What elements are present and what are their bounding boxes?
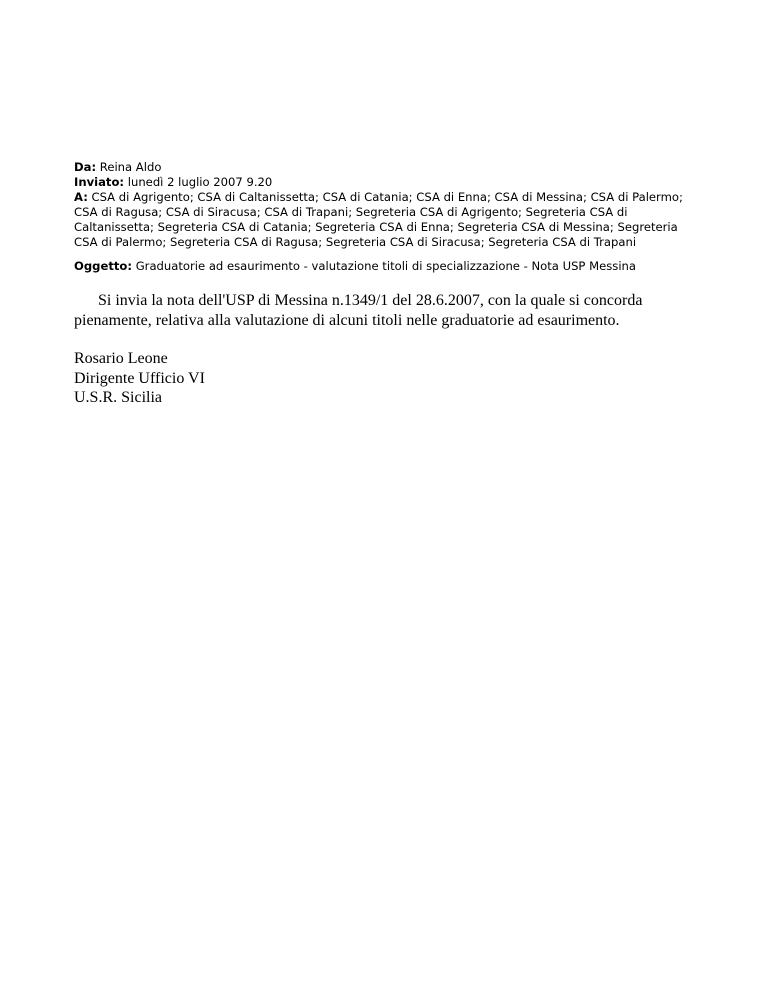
signature-office: U.S.R. Sicilia	[74, 389, 163, 406]
sent-line	[74, 175, 704, 190]
email-header	[74, 160, 704, 274]
from-line	[74, 160, 704, 175]
subject-line	[74, 259, 704, 274]
body-paragraph: Si invia la nota dell'USP di Messina n.1349/1 del 28.6.2007, con la quale si concorda pienamente, relativa alla valutazione di alcuni titoli nelle graduatorie ad esaurimento.	[74, 292, 643, 329]
sent-label: Inviato:	[74, 175, 125, 189]
to-value: CSA di Agrigento; CSA di Caltanissetta; CSA di Catania; CSA di Enna; CSA di Messina; CSA di Palermo; CSA di Ragusa; CSA di Siracusa; CSA di Trapani; Segreteria CSA di Agrigento; Segreteria CSA di Caltanissetta; Segreteria CSA di Catania; Segreteria CSA di Enna; Segreteria CSA di Messina; Segreteria CSA di Palermo; Segreteria CSA di Ragusa; Segreteria CSA di Siracusa; Segreteria CSA di Trapani	[74, 190, 683, 249]
sent-value: lunedì 2 luglio 2007 9.20	[127, 175, 273, 189]
to-label: A:	[74, 190, 88, 204]
from-label: Da:	[74, 160, 97, 174]
to-line	[74, 190, 704, 250]
signature-block	[74, 349, 714, 408]
subject-label: Oggetto:	[74, 259, 133, 273]
signature-name: Rosario Leone	[74, 350, 168, 367]
subject-value: Graduatorie ad esaurimento - valutazione titoli di specializzazione - Nota USP Messina	[135, 259, 636, 273]
message-body	[74, 291, 714, 408]
signature-title: Dirigente Ufficio VI	[74, 369, 205, 387]
from-value: Reina Aldo	[99, 160, 162, 174]
